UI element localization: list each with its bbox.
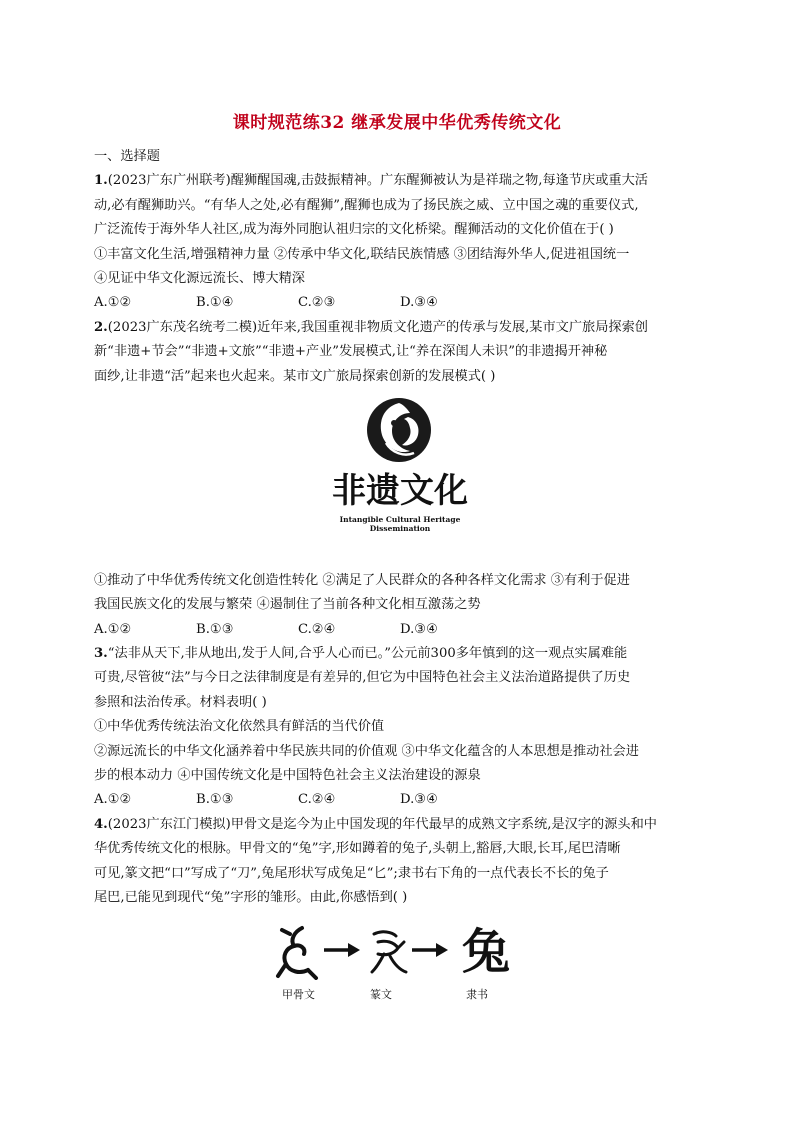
question-number: 1. (94, 173, 108, 189)
q1-line-1 (94, 169, 694, 193)
option-b[interactable]: B.①③ (196, 621, 234, 637)
q3-line-1 (94, 642, 694, 666)
question-number: 3. (94, 646, 108, 662)
label-oracle-bone: 甲骨文 (282, 988, 315, 1002)
option-d[interactable]: D.③④ (400, 295, 438, 311)
q1-line-3: 广泛流传于海外华人社区,成为海外同胞认祖归宗的文化桥梁。醒狮活动的文化价值在于( ) (94, 222, 614, 238)
q1-text-1: (2023广东广州联考)醒狮醒国魂,击鼓振精神。广东醒狮被认为是祥瑞之物,每逢节庆或重大活 (107, 173, 648, 189)
q2-text-1: (2023广东茂名统考二模)近年来,我国重视非物质文化遗产的传承与发展,某市文广旅局探索创 (107, 319, 648, 335)
q1-options (94, 291, 694, 315)
q2-line-2: 新“非遗+节会”“非遗+文旅”“非遗+产业”发展模式,让“养在深闺人未识”的非遗揭开神秘 (94, 344, 608, 360)
question-3 (94, 642, 694, 813)
q4-line-4: 尾巴,已能见到现代“兔”字形的雏形。由此,你感悟到( ) (94, 889, 408, 905)
q4-line-1 (94, 813, 694, 837)
q2-statement-2: 我国民族文化的发展与繁荣 ④遏制住了当前各种文化相互激荡之势 (94, 597, 481, 613)
q2-options (94, 618, 694, 642)
option-a[interactable]: A.①② (94, 295, 132, 311)
q3-statement-1: ①中华优秀传统法治文化依然具有鲜活的当代价值 (94, 719, 385, 735)
q1-statement-2: ④见证中华文化源远流长、博大精深 (94, 270, 305, 286)
q1-statement-1: ①丰富文化生活,增强精神力量 ②传承中华文化,联结民族情感 ③团结海外华人,促进祖国统一 (94, 246, 630, 262)
option-c[interactable]: C.②④ (298, 792, 336, 808)
question-number: 2. (94, 319, 108, 335)
q3-line-3: 参照和法治传承。材料表明( ) (94, 694, 267, 710)
question-content (94, 145, 694, 1002)
q3-text-1: “法非从天下,非从地出,发于人间,合乎人心而已。”公元前300多年慎到的这一观点实属难能 (107, 646, 628, 662)
q3-statement-3: 步的根本动力 ④中国传统文化是中国特色社会主义法治建设的源泉 (94, 768, 481, 784)
label-seal-script: 篆文 (370, 988, 392, 1002)
option-c[interactable]: C.②③ (298, 295, 336, 311)
option-d[interactable]: D.③④ (400, 621, 438, 637)
q4-text-1: (2023广东江门模拟)甲骨文是迄今为止中国发现的年代最早的成熟文字系统,是汉字的源头和中 (107, 816, 657, 832)
q4-line-2: 华优秀传统文化的根脉。甲骨文的“兔”字,形如蹲着的兔子,头朝上,豁唇,大眼,长耳,尾巴清晰 (94, 841, 621, 857)
intangible-heritage-logo-figure (94, 389, 694, 569)
logo-brush-text (320, 467, 480, 511)
page-title: 课时规范练32 继承发展中华优秀传统文化 (232, 113, 562, 133)
question-1 (94, 169, 694, 315)
q2-line-1 (94, 316, 694, 340)
clerical-glyph-text: 兔 (461, 924, 511, 979)
option-b[interactable]: B.①③ (196, 792, 234, 808)
option-a[interactable]: A.①② (94, 792, 132, 808)
question-4 (94, 813, 694, 1003)
q4-line-3: 可见,篆文把“口”写成了“刀”,兔尾形状写成兔足“匕”;隶书右下角的一点代表长不长的兔子 (94, 865, 609, 881)
q1-line-2: 动,必有醒狮助兴。“有华人之处,必有醒狮”,醒狮也成为了扬民族之威、立中国之魂的重要仪式, (94, 197, 639, 213)
option-b[interactable]: B.①④ (196, 295, 234, 311)
clerical-script-rabbit-glyph (450, 922, 522, 978)
q2-statement-1: ①推动了中华优秀传统文化创造性转化 ②满足了人民群众的各种各样文化需求 ③有利于促进 (94, 572, 630, 588)
logo-caption-1: Intangible Cultural Heritage (339, 514, 461, 524)
option-c[interactable]: C.②④ (298, 621, 336, 637)
option-a[interactable]: A.①② (94, 621, 132, 637)
rabbit-character-evolution-figure (94, 910, 694, 1002)
seal-script-rabbit-glyph-icon (364, 926, 410, 976)
phoenix-emblem-icon (364, 395, 434, 465)
logo-title: 非遗文化 (332, 470, 468, 511)
q3-statement-2: ②源远流长的中华文化涵养着中华民族共同的价值观 ③中华文化蕴含的人本思想是推动社会进 (94, 743, 639, 759)
oracle-bone-rabbit-glyph-icon (272, 924, 322, 980)
q3-line-2: 可贵,尽管彼“法”与今日之法律制度是有差异的,但它为中国特色社会主义法治道路提供了历史 (94, 670, 631, 686)
section-heading: 一、选择题 (94, 149, 160, 164)
q2-line-3: 面纱,让非遗“活”起来也火起来。某市文广旅局探索创新的发展模式( ) (94, 368, 496, 384)
option-d[interactable]: D.③④ (400, 792, 438, 808)
arrow-right-icon (324, 942, 360, 958)
question-number: 4. (94, 816, 108, 832)
label-clerical-script: 隶书 (466, 988, 488, 1002)
arrow-right-icon (412, 942, 448, 958)
logo-caption-2: Dissemination (369, 523, 431, 533)
q3-options (94, 788, 694, 812)
question-2 (94, 316, 694, 642)
